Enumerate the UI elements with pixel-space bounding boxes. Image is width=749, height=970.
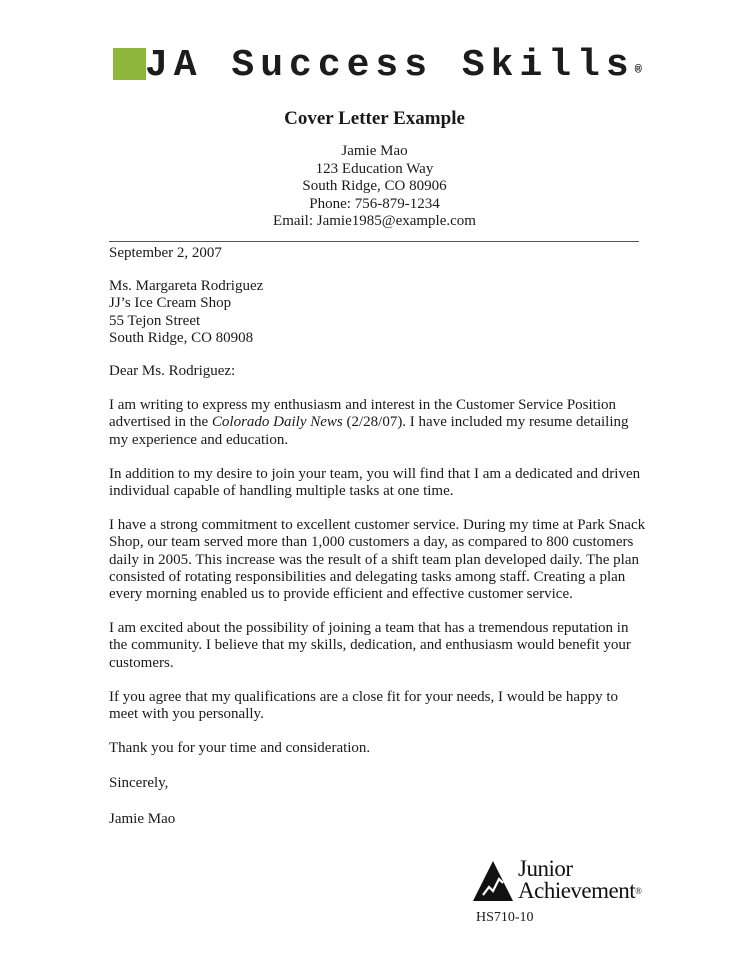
junior-achievement-logo [472, 858, 642, 906]
letter-body [109, 245, 649, 828]
paragraph-6: Thank you for your time and consideration. [109, 740, 371, 757]
paragraph-1-end: (2/28/07). I have included my resume detailing my experience and education. [109, 414, 629, 448]
brand-name: JA Success Skills [145, 44, 635, 87]
sender-email: Email: Jamie1985@example.com [273, 213, 476, 229]
recipient-name: Ms. Margareta Rodriguez [109, 278, 264, 295]
document-title: Cover Letter Example [284, 108, 465, 129]
paragraph-1-start: I am writing to express my enthusiasm and interest in the Customer Service Position advertised in the [109, 397, 617, 431]
salutation: Dear Ms. Rodriguez: [109, 363, 236, 380]
paragraph-4: I am excited about the possibility of joining a team that has a tremendous reputation in the community. I believe that my skills, dedication, and enthusiasm would benefit your customers. [109, 620, 631, 671]
ja-name [518, 858, 641, 902]
brand-title [145, 46, 642, 86]
brand-registered-mark: ® [634, 63, 642, 77]
sender-street: 123 Education Way [315, 160, 434, 177]
signature-name: Jamie Mao [109, 810, 176, 827]
recipient-company: JJ’s Ice Cream Shop [109, 295, 232, 312]
sender-block [0, 143, 749, 231]
recipient-street: 55 Tejon Street [109, 312, 201, 329]
paragraph-1 [109, 397, 649, 449]
recipient-city: South Ridge, CO 80908 [109, 329, 254, 346]
closing: Sincerely, [109, 775, 169, 792]
newspaper-name: Colorado Daily News [211, 414, 343, 431]
ja-triangle-logo-icon [472, 860, 514, 902]
letter-date: September 2, 2007 [109, 245, 222, 261]
green-square-icon [113, 48, 146, 80]
sender-phone: Phone: 756-879-1234 [309, 195, 440, 212]
sender-name: Jamie Mao [341, 143, 408, 159]
paragraph-3: I have a strong commitment to excellent customer service. During my time at Park Snack Shop, our team served more than 1,000 customers a day, as compared to 800 customers daily in 2005. This increase was the result of a shift team plan developed daily. The plan consisted of rotating responsibilities and delegating tasks among staff. Creating a plan every morning enabled us to provide efficient and effective customer service. [109, 517, 646, 603]
form-code: HS710-10 [476, 910, 534, 925]
paragraph-5: If you agree that my qualifications are a close fit for your needs, I would be happy to meet with you personally. [109, 688, 618, 723]
header-divider [109, 241, 639, 242]
ja-registered-mark: ® [635, 886, 642, 896]
ja-name-line1: Junior [518, 856, 573, 881]
ja-name-line2: Achievement [518, 878, 636, 903]
recipient-block [109, 278, 649, 347]
paragraph-2: In addition to my desire to join your team, you will find that I am a dedicated and driven individual capable of handling multiple tasks at one time. [109, 465, 641, 500]
sender-city: South Ridge, CO 80906 [302, 178, 447, 194]
